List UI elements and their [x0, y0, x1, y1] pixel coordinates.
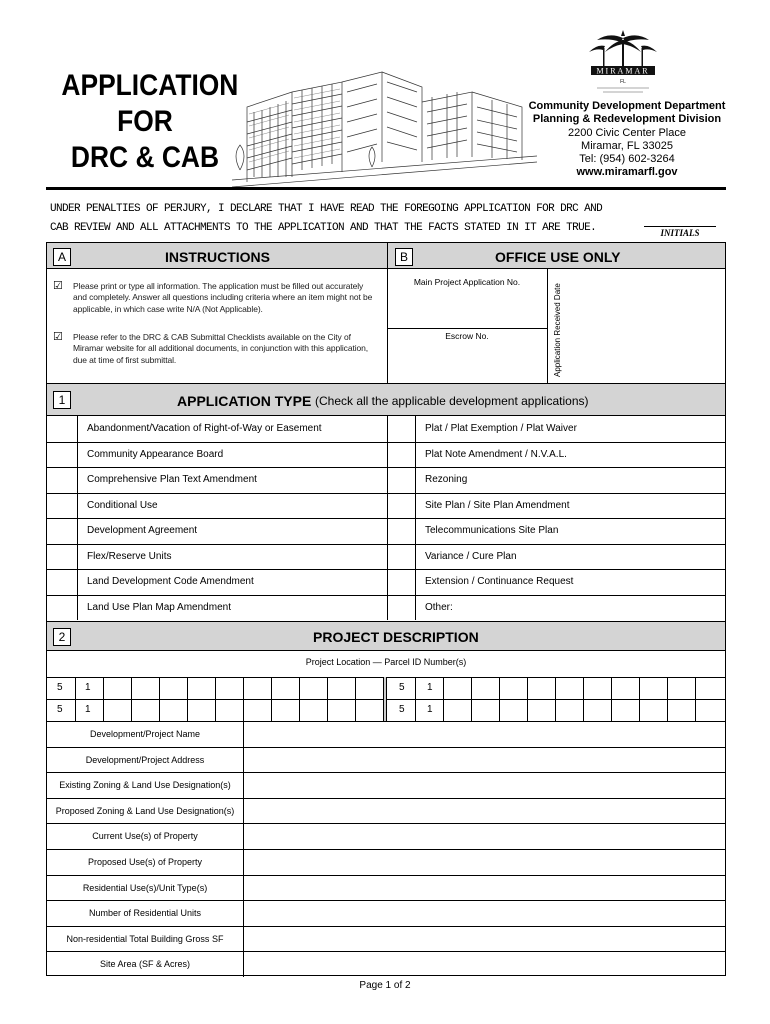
parcel-input-cell[interactable] [443, 699, 471, 721]
instruction-item-1: Please print or type all information. The application must be filled out accurately and completely. Answer all questions including criteria where an item might not be applicable, in which case write N/A (Not Applicable). [73, 281, 373, 314]
parcel-input-cell[interactable] [471, 699, 499, 721]
row-divider [47, 493, 725, 494]
parcel-input-cell[interactable] [215, 699, 243, 721]
application-type-option: Flex/Reserve Units [87, 550, 172, 562]
section-a-letter: A [53, 248, 71, 266]
parcel-input-cell[interactable] [639, 699, 667, 721]
checkbox-right[interactable] [387, 595, 415, 621]
application-type-option: Community Appearance Board [87, 448, 224, 460]
project-field-label: Proposed Use(s) of Property [87, 857, 203, 867]
parcel-input-cell[interactable] [187, 699, 215, 721]
application-type-option: Land Use Plan Map Amendment [87, 601, 231, 613]
parcel-col-line [443, 677, 444, 721]
title-line-1: APPLICATION [61, 69, 239, 102]
checkbox-left[interactable] [47, 595, 77, 621]
parcel-input-cell[interactable] [555, 677, 583, 699]
parcel-col-line [415, 677, 416, 721]
parcel-input-cell[interactable] [131, 677, 159, 699]
project-field-input[interactable] [243, 951, 725, 977]
application-type-option: Comprehensive Plan Text Amendment [87, 474, 257, 485]
ab-divider [387, 243, 388, 383]
checkbox-left[interactable] [47, 493, 77, 519]
parcel-digit: 1 [427, 682, 433, 693]
parcel-col-line [611, 677, 612, 721]
parcel-input-cell[interactable] [667, 699, 695, 721]
field-column-line [243, 721, 244, 977]
project-field-label: Development/Project Name [89, 729, 201, 739]
contact-block [520, 100, 734, 180]
parcel-col-line [527, 677, 528, 721]
page-number: Page 1 of 2 [359, 980, 411, 991]
application-type-option: Development Agreement [87, 525, 198, 536]
logo-text: MIRAMAR [596, 66, 650, 76]
declaration-line-1: UNDER PENALTIES OF PERJURY, I DECLARE THAT I HAVE READ THE FOREGOING APPLICATION FOR DRC AND [50, 203, 603, 215]
parcel-input-cell[interactable] [103, 677, 131, 699]
parcel-col-line [471, 677, 472, 721]
parcel-input-cell[interactable] [271, 699, 299, 721]
checkbox-right[interactable] [387, 442, 415, 468]
parcel-input-cell[interactable] [527, 677, 555, 699]
instructions-title: INSTRUCTIONS [165, 249, 270, 265]
parcel-col-line [75, 677, 76, 721]
project-field-label: Current Use(s) of Property [92, 831, 198, 842]
project-field-label: Proposed Zoning & Land Use Designation(s) [55, 805, 235, 816]
parcel-input-cell[interactable] [299, 677, 327, 699]
project-field-input[interactable] [243, 926, 725, 952]
checkbox-icon: ☑ [53, 331, 63, 343]
title-line-3: DRC & CAB [70, 141, 220, 174]
section-1-number: 1 [53, 391, 71, 409]
parcel-digit: 5 [57, 704, 63, 715]
project-field-label: Existing Zoning & Land Use Designation(s) [59, 780, 231, 791]
checkbox-column-line [415, 416, 416, 620]
parcel-digit: 1 [427, 704, 433, 715]
parcel-input-cell[interactable] [639, 677, 667, 699]
row-divider [47, 544, 725, 545]
project-field-input[interactable] [243, 798, 725, 824]
parcel-col-line [695, 677, 696, 721]
project-field-input[interactable] [243, 900, 725, 926]
parcel-input-cell[interactable] [667, 677, 695, 699]
division-name: Planning & Redevelopment Division [532, 113, 722, 126]
checkbox-left[interactable] [47, 467, 77, 493]
parcel-digit: 5 [399, 682, 405, 693]
project-field-label: Development/Project Address [85, 754, 205, 765]
application-type-option: Rezoning [425, 474, 468, 485]
parcel-input-cell[interactable] [131, 699, 159, 721]
project-field-input[interactable] [243, 721, 725, 747]
project-location-label: Project Location — Parcel ID Number(s) [305, 657, 467, 667]
row-divider [47, 518, 725, 519]
project-field-label: Non-residential Total Building Gross SF [66, 933, 224, 944]
project-field-label: Number of Residential Units [88, 908, 202, 919]
parcel-input-cell[interactable] [611, 677, 639, 699]
building-sketch-illustration [232, 52, 537, 192]
checkbox-right[interactable] [387, 569, 415, 595]
perjury-declaration [50, 200, 650, 238]
application-type-option: Site Plan / Site Plan Amendment [425, 499, 570, 511]
parcel-input-cell[interactable] [527, 699, 555, 721]
project-field-input[interactable] [243, 875, 725, 901]
department-name: Community Development Department [528, 100, 726, 112]
project-field-input[interactable] [243, 747, 725, 773]
parcel-digit: 5 [57, 682, 63, 693]
parcel-col-line [131, 677, 132, 721]
parcel-col-line [215, 677, 216, 721]
city-address: Miramar, FL 33025 [581, 139, 673, 152]
parcel-input-cell[interactable] [443, 677, 471, 699]
application-type-option: Conditional Use [87, 499, 158, 511]
parcel-input-cell[interactable] [555, 699, 583, 721]
parcel-col-line [243, 677, 244, 721]
parcel-input-cell[interactable] [327, 677, 355, 699]
main-project-no-label: Main Project Application No. [413, 277, 521, 287]
parcel-input-cell[interactable] [499, 677, 527, 699]
office-use-title: OFFICE USE ONLY [495, 249, 621, 265]
checkbox-left[interactable] [47, 518, 77, 544]
checkbox-left[interactable] [47, 544, 77, 570]
parcel-separator [383, 677, 387, 721]
application-type-option: Telecommunications Site Plan [425, 525, 559, 536]
parcel-input-cell[interactable] [271, 677, 299, 699]
checkbox-right[interactable] [387, 493, 415, 519]
checkbox-left[interactable] [47, 442, 77, 468]
parcel-digit: 1 [85, 682, 91, 693]
parcel-col-line [555, 677, 556, 721]
application-type-option: Plat Note Amendment / N.V.A.L. [425, 448, 567, 460]
parcel-input-cell[interactable] [215, 677, 243, 699]
checkbox-left[interactable] [47, 416, 77, 442]
parcel-col-line [583, 677, 584, 721]
declaration-line-2: CAB REVIEW AND ALL ATTACHMENTS TO THE APPLICATION AND THAT THE FACTS STATED IN IT ARE TRUE. [50, 222, 597, 234]
checkbox-right[interactable] [387, 518, 415, 544]
application-type-option: Variance / Cure Plan [425, 550, 517, 562]
section-2-number: 2 [53, 628, 71, 646]
parcel-input-cell[interactable] [159, 677, 187, 699]
parcel-input-cell[interactable] [499, 699, 527, 721]
project-field-label: Site Area (SF & Acres) [99, 959, 191, 970]
parcel-input-cell[interactable] [355, 699, 383, 721]
parcel-digit: 5 [399, 704, 405, 715]
form-title [61, 68, 239, 176]
parcel-input-cell[interactable] [583, 699, 611, 721]
application-type-option: Other: [425, 601, 453, 613]
parcel-col-line [271, 677, 272, 721]
street-address: 2200 Civic Center Place [567, 126, 686, 139]
telephone: Tel: (954) 602-3264 [579, 153, 675, 166]
checkbox-right[interactable] [387, 467, 415, 493]
parcel-input-cell[interactable] [187, 677, 215, 699]
initials-label: INITIALS [660, 228, 700, 238]
parcel-input-cell[interactable] [243, 677, 271, 699]
parcel-input-cell[interactable] [103, 699, 131, 721]
checkbox-right[interactable] [387, 416, 415, 442]
parcel-col-line [187, 677, 188, 721]
project-field-input[interactable] [243, 772, 725, 798]
escrow-no-label: Escrow No. [445, 331, 489, 341]
parcel-col-line [299, 677, 300, 721]
parcel-col-line [103, 677, 104, 721]
checkbox-right[interactable] [387, 544, 415, 570]
checkbox-left[interactable] [47, 569, 77, 595]
checkbox-column-line [77, 416, 78, 620]
parcel-input-cell[interactable] [611, 699, 639, 721]
row-divider [47, 595, 725, 596]
header-divider [46, 187, 726, 190]
project-description-title: PROJECT DESCRIPTION [313, 629, 479, 645]
application-type-option: Abandonment/Vacation of Right-of-Way or Easement [87, 423, 322, 434]
parcel-input-cell[interactable] [695, 699, 723, 721]
parcel-col-line [159, 677, 160, 721]
parcel-input-cell[interactable] [299, 699, 327, 721]
section-ab-header [47, 243, 725, 269]
application-form [46, 242, 726, 976]
project-field-input[interactable] [243, 849, 725, 875]
parcel-col-line [499, 677, 500, 721]
parcel-col-line [667, 677, 668, 721]
website: www.miramarfl.gov [576, 166, 678, 179]
row-divider [47, 569, 725, 570]
parcel-input-cell[interactable] [583, 677, 611, 699]
project-field-input[interactable] [243, 823, 725, 849]
parcel-input-cell[interactable] [327, 699, 355, 721]
application-type-option: Land Development Code Amendment [87, 576, 254, 587]
application-type-title-text: APPLICATION TYPE [177, 393, 312, 409]
row-divider [47, 467, 725, 468]
application-type-title [177, 393, 311, 409]
project-field-label: Residential Use(s)/Unit Type(s) [82, 882, 208, 893]
parcel-input-cell[interactable] [159, 699, 187, 721]
parcel-col-line [639, 677, 640, 721]
instruction-item-2: Please refer to the DRC & CAB Submittal Checklists available on the City of Miramar website for all additional documents, in conjunction with this application, due at time of first submittal. [73, 332, 369, 365]
parcel-input-cell[interactable] [243, 699, 271, 721]
parcel-col-line [327, 677, 328, 721]
title-line-2: FOR [117, 105, 173, 138]
received-date-label: Application Received Date [553, 283, 562, 377]
office-divider [387, 328, 547, 329]
checkbox-icon: ☑ [53, 280, 63, 292]
miramar-logo [583, 28, 663, 100]
section-b-letter: B [395, 248, 413, 266]
application-type-subtitle: (Check all the applicable development applications) [315, 394, 589, 408]
logo-subtext: FL [620, 79, 626, 85]
application-type-option: Extension / Continuance Request [425, 576, 574, 587]
parcel-input-cell[interactable] [471, 677, 499, 699]
initials-field[interactable] [644, 226, 716, 227]
parcel-input-cell[interactable] [355, 677, 383, 699]
received-date-divider [547, 269, 548, 383]
application-type-option: Plat / Plat Exemption / Plat Waiver [425, 423, 577, 434]
parcel-input-cell[interactable] [695, 677, 723, 699]
middle-column-line [387, 416, 388, 620]
parcel-digit: 1 [85, 704, 91, 715]
parcel-col-line [355, 677, 356, 721]
row-divider [47, 442, 725, 443]
